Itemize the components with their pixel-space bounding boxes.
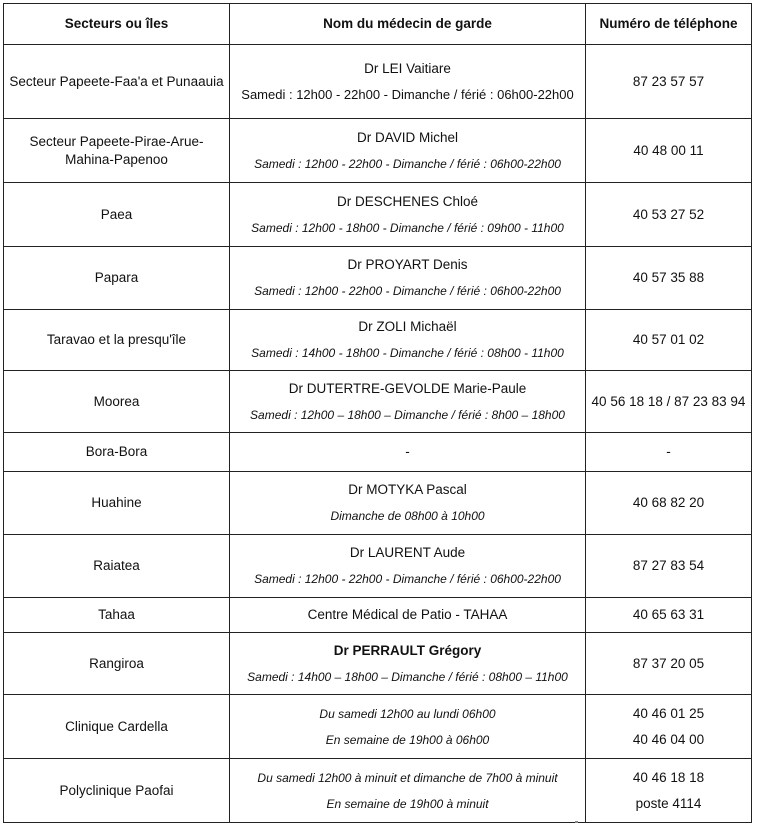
header-phone: Numéro de téléphone xyxy=(586,4,752,45)
doctor-name: Dr LAURENT Aude xyxy=(349,545,466,560)
table-row xyxy=(4,633,752,695)
doctor-cell: Centre Médical de Patio - TAHAA xyxy=(230,598,586,633)
phone-cell: 87 37 20 05 xyxy=(586,633,752,695)
phone-number: 40 46 18 18 xyxy=(632,769,705,785)
table-row xyxy=(4,598,752,633)
phone-cell xyxy=(586,759,752,823)
sector-cell: Bora-Bora xyxy=(4,433,230,472)
table-row xyxy=(4,247,752,310)
duty-hours: Dimanche de 08h00 à 10h00 xyxy=(330,509,485,523)
phone-cell: 87 27 83 54 xyxy=(586,535,752,598)
doctor-cell: - xyxy=(230,433,586,472)
duty-hours: Samedi : 12h00 - 22h00 - Dimanche / férié : 06h00-22h00 xyxy=(254,284,561,298)
doctor-name: Dr DAVID Michel xyxy=(356,129,458,145)
doctor-name: Dr PERRAULT Grégory xyxy=(333,642,482,658)
phone-cell: 40 68 82 20 xyxy=(586,472,752,535)
table-row xyxy=(4,535,752,598)
doctor-cell xyxy=(230,695,586,759)
duty-hours: Samedi : 14h00 – 18h00 – Dimanche / férié : 08h00 – 11h00 xyxy=(247,669,568,684)
doctor-cell xyxy=(230,371,586,433)
phone-cell: - xyxy=(586,433,752,472)
sector-cell: Polyclinique Paofai xyxy=(4,759,230,823)
table-row xyxy=(4,371,752,433)
phone-cell: 87 23 57 57 xyxy=(586,45,752,119)
doctor-cell xyxy=(230,759,586,823)
doctor-cell xyxy=(230,310,586,371)
duty-hours: Samedi : 12h00 - 22h00 - Dimanche / férié : 06h00-22h00 xyxy=(241,86,574,102)
doctor-cell xyxy=(230,183,586,247)
doctor-name: Dr PROYART Denis xyxy=(347,257,468,272)
doctor-cell xyxy=(230,45,586,119)
weekday-hours: En semaine de 19h00 à 06h00 xyxy=(325,732,490,747)
weekend-hours: Du samedi 12h00 au lundi 06h00 xyxy=(319,706,496,721)
header-sector: Secteurs ou îles xyxy=(4,4,230,45)
sector-cell: Paea xyxy=(4,183,230,247)
sector-cell: Raiatea xyxy=(4,535,230,598)
doctor-cell xyxy=(230,119,586,183)
table-row xyxy=(4,759,752,823)
duty-hours: Samedi : 12h00 - 22h00 - Dimanche / férié : 06h00-22h00 xyxy=(254,572,561,586)
sector-cell: Tahaa xyxy=(4,598,230,633)
table-row xyxy=(4,433,752,472)
doctor-name: Dr DESCHENES Chloé xyxy=(336,193,479,209)
duty-hours: Samedi : 14h00 - 18h00 - Dimanche / férié : 08h00 - 11h00 xyxy=(251,346,564,360)
doctor-name: Dr DUTERTRE-GEVOLDE Marie-Paule xyxy=(288,380,527,396)
doctor-cell xyxy=(230,535,586,598)
sector-cell: Moorea xyxy=(4,371,230,433)
table-row xyxy=(4,472,752,535)
phone-cell: 40 48 00 11 xyxy=(586,119,752,183)
on-call-doctors-table xyxy=(3,3,752,823)
doctor-name: Dr ZOLI Michaël xyxy=(358,319,457,334)
duty-hours: Samedi : 12h00 – 18h00 – Dimanche / férié : 8h00 – 18h00 xyxy=(250,407,565,422)
table-row xyxy=(4,119,752,183)
sector-cell: Huahine xyxy=(4,472,230,535)
sector-cell: Rangiroa xyxy=(4,633,230,695)
duty-hours: Samedi : 12h00 - 18h00 - Dimanche / férié : 09h00 - 11h00 xyxy=(251,220,564,235)
phone-number: 40 46 01 25 xyxy=(632,705,705,721)
weekday-hours: En semaine de 19h00 à minuit xyxy=(326,796,489,811)
phone-cell: 40 56 18 18 / 87 23 83 94 xyxy=(586,371,752,433)
sector-cell: Secteur Papeete-Pirae-Arue-Mahina-Papenoo xyxy=(4,119,230,183)
weekend-hours: Du samedi 12h00 à minuit et dimanche de 7h00 à minuit xyxy=(257,770,558,785)
phone-cell: 40 57 01 02 xyxy=(586,310,752,371)
sector-cell: Secteur Papeete-Faa'a et Punaauia xyxy=(4,45,230,119)
phone-cell: 40 53 27 52 xyxy=(586,183,752,247)
table-row xyxy=(4,183,752,247)
phone-cell xyxy=(586,695,752,759)
phone-cell: 40 65 63 31 xyxy=(586,598,752,633)
phone-cell: 40 57 35 88 xyxy=(586,247,752,310)
phone-extension: poste 4114 xyxy=(635,795,702,811)
table-row xyxy=(4,310,752,371)
header-row xyxy=(4,4,752,45)
doctor-name: Dr MOTYKA Pascal xyxy=(348,482,467,497)
sector-cell: Clinique Cardella xyxy=(4,695,230,759)
sector-cell: Papara xyxy=(4,247,230,310)
doctor-cell xyxy=(230,247,586,310)
scan-speck xyxy=(575,821,578,823)
doctor-cell xyxy=(230,633,586,695)
table-row xyxy=(4,695,752,759)
duty-hours: Samedi : 12h00 - 22h00 - Dimanche / férié : 06h00-22h00 xyxy=(254,156,561,171)
header-doctor: Nom du médecin de garde xyxy=(230,4,586,45)
doctor-cell xyxy=(230,472,586,535)
table-row xyxy=(4,45,752,119)
phone-number-secondary: 40 46 04 00 xyxy=(632,731,705,747)
doctor-name: Dr LEI Vaitiare xyxy=(364,60,451,76)
sector-cell: Taravao et la presqu'île xyxy=(4,310,230,371)
